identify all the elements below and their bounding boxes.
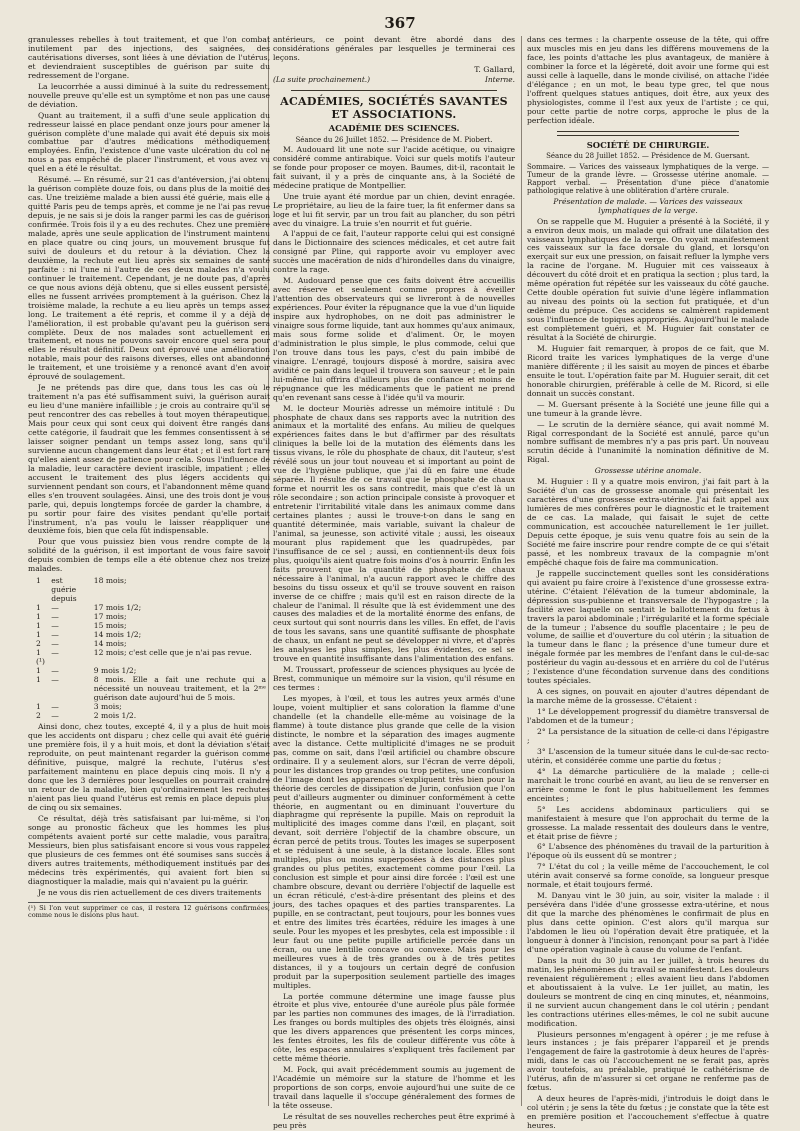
stat-label: — [51, 612, 59, 622]
heading: Grossesse utérine anomale. [594, 466, 702, 476]
stat-count: 1 [36, 612, 41, 622]
paragraph: 4° La démarche particulière de la malade ; celle-ci marchait le tronc courbé en avant, au lieu de se renverser en arrière comme le font le plus habituellement les femmes enceintes ; [527, 766, 769, 803]
paragraph: M. Troussart, professeur de sciences physiques au lycée de Brest, communique un mémoire sur la vision, qu'il résume en ces termes : [273, 665, 515, 693]
stat-duration: 14 mois 1/2; [93, 629, 142, 639]
paragraph: Je ne vous dis rien actuellement de ces divers traitements [38, 887, 262, 897]
table-row [36, 604, 270, 613]
table-row [36, 631, 270, 640]
stat-count: 2 [36, 710, 41, 720]
stat-count: 1 [36, 576, 41, 586]
society-title: SOCIÉTÉ DE CHIRURGIE. [586, 139, 710, 150]
stat-count: 1 [36, 701, 41, 711]
table-row [36, 613, 270, 622]
paragraph: 5° Les accidens abdominaux particuliers qui se manifestaient à mesure que l'on approchait du terme de la grossesse. La malade ressentait des douleurs dans le ventre, et était prise de fièvre ; [527, 804, 769, 841]
to-be-continued: (La suite prochainement.) [273, 75, 371, 85]
stat-count: 1 [36, 629, 41, 639]
stat-duration: 18 mois; [93, 576, 127, 586]
stat-label: — [51, 629, 59, 639]
paragraph: A ces signes, on pouvait en ajouter d'autres dépendant de la marche même de la grossesse. C'étaient : [527, 687, 769, 706]
stat-count: 1 [36, 665, 41, 675]
summary: Sommaire. — Varices des vaisseaux lymphatiques de la verge. — Tumeur de la grande lèvre. — Grossesse utérine anomale. — Rapport verbal. — Présentation d'une pièce d'anatomie pathologique relative à une oblitération d'artère crurale. [527, 162, 769, 196]
stat-duration: 9 mois 1/2; [93, 665, 137, 675]
stat-duration: 15 mois; [93, 621, 127, 630]
table-row [36, 649, 270, 667]
cure-duration-table [36, 577, 270, 720]
paragraph: M. Audouard pense que ces faits doivent être accueillis avec réserve et seulement comme propres à éveiller l'attention des observateurs qui se livreront à de nouvelles expériences. Pour éviter la répugnance que la vue d'un liquide inspire aux hydrophobes, on ne doit pas administrer le vinaigre sous forme liquide, tant aux hommes qu'aux animaux, mais sous forme solide et d'aliment. Or, le moyen d'administration le plus simple, le plus commode, celui que l'on trouve dans tous les pays, c'est du pain imbibé de vinaigre. L'enragé, toujours disposé à mordre, saisira avec avidité ce pain dans lequel il trouvera son sauveur ; et le pain lui-même lui offrira d'ailleurs plus de confiance et moins de répugnance que les médicaments que le patient ne prend qu'en revenant sans cesse à l'idée qu'il va mourir. [273, 276, 515, 402]
stat-count: 1 [36, 674, 41, 684]
stat-label: — [51, 647, 59, 657]
stat-duration: 17 mois; [93, 612, 127, 622]
divider [291, 90, 497, 91]
paragraph: M. Danyau vint le 30 juin, au soir, visiter la malade : il persévéra dans l'idée d'une grossesse extra-utérine, et nous dit que la marche des phénomènes le confirmait de plus en plus dans cette opinion. C'est alors qu'il marqua sur l'abdomen le lieu où l'opération devait être pratiquée, et la longueur à donner à l'incision, renonçant pour sa part à l'idée d'une opération vaginale à cause du volume de l'enfant. [527, 891, 769, 954]
author-signature: T. Gallard, [474, 64, 515, 74]
stat-label: — [51, 638, 59, 648]
table-row [36, 712, 270, 721]
divider [557, 131, 739, 136]
paragraph: — M. Guersant présente à la Société une jeune fille qui a une tumeur à la grande lèvre. [527, 399, 769, 418]
table-row [36, 703, 270, 712]
column-2 [273, 35, 515, 1130]
session-line: Séance du 26 Juillet 1852. — Présidence de M. Piobert. [295, 135, 493, 144]
author-role: Interne. [484, 75, 515, 85]
paragraph: Le résultat de ses nouvelles recherches peut être exprimé à peu près [273, 1111, 515, 1130]
page-number: 367 [384, 14, 416, 32]
stat-duration: 17 mois 1/2; [93, 603, 142, 613]
paragraph: 6° L'absence des phénomènes du travail de la parturition à l'époque où ils eussent dû se montrer ; [527, 842, 769, 861]
paragraph: Dans la nuit du 30 juin au 1er juillet, à trois heures du matin, les phénomènes du travail se manifestent. Les douleurs revenaient régulièrement ; elles avaient lieu dans l'abdomen et aboutissaient à la vulve. Le 1er juillet, au matin, les douleurs se montrent de cinq en cinq minutes, et, néanmoins, il ne survient aucun changement dans le col utérin ; pendant les contractions utérines elles-mêmes, le col ne subit aucune modification. [527, 955, 769, 1028]
paragraph: antérieurs, ce point devant être abordé dans des considérations générales par lesquelles je terminerai ces leçons. [273, 35, 515, 62]
paragraph: Ainsi donc, chez toutes, excepté 4, il y a plus de huit mois que les accidents ont disparu ; chez celle qui avait été guérie une première fois, il y a huit mois, et dont la déviation s'était reproduite, on peut maintenant regarder la guérison comme définitive, puisque, malgré la rechute, l'utérus s'est parfaitement maintenu en place depuis cinq mois. Il n'y a donc que les 3 dernières pour lesquelles on pourrait craindre un retour de la maladie, bien qu'ordinairement les rechutes n'aient pas lieu quand l'utérus est remis en place depuis plus de cinq ou six semaines. [28, 722, 270, 813]
paragraph: A l'appui de ce fait, l'auteur rapporte celui qui est consigné dans le Dictionnaire des sciences médicales, et cet autre fait consigné par Pline, qui rapporte avoir vu employer avec succès une macération de nids d'hirondelles dans du vinaigre, contre la rage. [273, 229, 515, 275]
paragraph: Je ne prétends pas dire que, dans tous les cas où le traitement n'a pas été suffisamment suivi, la guérison aurait eu lieu d'une manière infaillible ; je crois au contraire qu'il se peut rencontrer des cas rebelles à tout moyen thérapeutique. Mais pour ceux qui sont ceux qui doivent être rangés dans cette catégorie, il faudrait que les femmes consentissent à se laisser soigner pendant un temps assez long, sans qu'il survienne aucun changement dans leur état ; et il est fort rare qu'elles aient assez de patience pour cela. Sous l'influence de la maladie, leur caractère devient irascible, impatient ; elles accusent le traitement des plus légers accidents qui surviennent pendant son cours, et l'abandonnent même quand elles s'en trouvent soulagées. Ainsi, une des trois dont je vous parle, qui, depuis longtemps forcée de garder la chambre, a pu sortir pour faire des visites pendant qu'elle portait l'instrument, n'a pas voulu le laisser réappliquer une deuxième fois, bien que cela fût indispensable. [28, 383, 270, 536]
stat-label: est guérie depuis [51, 576, 77, 604]
stat-duration: 2 mois 1/2. [93, 710, 137, 720]
paragraph: 1° Le développement progressif du diamètre transversal de l'abdomen et de la tumeur ; [527, 707, 769, 726]
paragraph: On se rappelle que M. Huguier a présenté à la Société, il y a environ deux mois, un malade qui offrait une dilatation des vaisseaux lymphatiques de la verge. On voyait manifestement ces vaisseaux sur la face dorsale du gland, et lorsqu'on exerçait sur eux une pression, on faisait refluer la lymphe vers la racine de l'organe. M. Huguier mit ces vaisseaux à découvert du côté droit et en pratiqua la section ; plus tard, la même opération fut répétée sur les vaisseaux du côté gauche. Cette double opération fut suivie d'une légère inflammation au niveau des points où la section fut pratiquée, et d'un œdème du prépuce. Ces accidens se calmèrent rapidement sous l'influence de topiques appropriés. Aujourd'hui le malade est complètement guéri, et M. Huguier fait constater ce résultat à la Société de chirurgie. [527, 216, 769, 342]
stat-count: 2 [36, 638, 41, 648]
paragraph: granulesses rebelles à tout traitement, et que l'on combat inutilement par des injections, des saignées, des cautérisations diverses, sont liées à une déviation de l'utérus, et deviendraient susceptibles de guérison par suite du redressement de l'organe. [28, 35, 270, 80]
table-row [36, 676, 270, 703]
stat-count: 1 (¹) [36, 647, 45, 666]
paragraph: La portée commune détermine une image fausse plus étroite et plus vive, entourée d'une auréole plus pâle formée par les parties non communes des images, de là l'irradiation. Les franges ou bords multiples des objets très éloignés, ainsi que les divers apparences que présentent les corps minces, les fentes étroites, les fils de couleur différente vus côte à côte, les espaces annulaires s'expliquent très facilement par cette même théorie. [273, 991, 515, 1064]
paragraph: Une truie ayant été mordue par un chien, devint enragée. Le propriétaire, au lieu de la faire tuer, la fit enfermer dans sa loge et lui fit servir, par un trou fait au plancher, du son pétri avec du vinaigre. La truie s'en nourrit et fut guérie. [273, 191, 515, 228]
stat-label: — [51, 710, 59, 720]
signature-line [273, 76, 515, 85]
heading: Présentation de malade. — Varices des vaisseaux lymphatiques de la verge. [553, 196, 743, 215]
paragraph: Pour que vous puissiez bien vous rendre compte de la solidité de la guérison, il est important de vous faire savoir depuis combien de temps elle a été obtenue chez nos treize malades. [28, 537, 270, 574]
stat-duration: 14 mois; [93, 638, 127, 648]
subsection-title: ACADÉMIE DES SCIENCES. [328, 122, 460, 133]
stat-label: — [51, 665, 59, 675]
paragraph: 3° L'ascension de la tumeur située dans le cul-de-sac recto-utérin, et considérée comme une partie du fœtus ; [527, 746, 769, 765]
paragraph: 2° La persistance de la situation de celle-ci dans l'épigastre ; [527, 727, 769, 745]
paragraph: Résumé. — En résumé, sur 21 cas d'antéversion, j'ai obtenu la guérison complète douze fois, ou dans plus de la moitié des cas. Une treizième malade a bien aussi été guérie, mais elle a quitté Paris peu de temps après, et comme je ne l'ai pas revue depuis, je ne sais si je dois la ranger parmi les cas de guérison confirmée. Trois fois il y a eu des rechutes. Chez une première malade, après une seule application de l'instrument maintenu en place quatre ou cinq jours, un mouvement brusque fut suivi de douleurs et du retour à la déviation. Chez la deuxième, la rechute eut lieu après six semaines de santé parfaite : ni l'une ni l'autre de ces deux malades n'a voulu continuer le traitement. Cependant, je ne doute pas, d'après ce que nous avions déjà obtenu, que si elles eussent persisté, elles ne fussent arrivées promptement à la guérison. Chez la troisième malade, la rechute a eu lieu après un temps assez long. Le traitement a été repris, et comme il y a déjà de l'amélioration, il est probable qu'avant peu la guérison sera complète. Deux de nos malades sont actuellement en traitement, et nous ne pouvons savoir encore quel sera pour elles le résultat définitif. Deux ont éprouvé une amélioration notable, mais pour des raisons diverses, elles ont abandonné le traitement, et une troisième y a renoncé avant d'en avoir éprouvé de soulagement. [28, 175, 270, 382]
stat-duration: 12 mois; c'est celle que je n'ai pas revue. [93, 647, 252, 657]
paragraph: 7° L'état du col ; la veille même de l'accouchement, le col utérin avait conservé sa forme conoïde, sa longueur presque normale, et était toujours fermé. [527, 862, 769, 890]
paragraph: M. le docteur Mouriès adresse un mémoire intitulé : Du phosphate de chaux dans ses rapports avec la nutrition des animaux et la mortalité des enfans. Au milieu de quelques expériences faites dans le but d'affirmer par des résultats cliniques la belle loi de la mutation des éléments dans les tissus vivans, le rôle du phosphate de chaux, dit l'auteur, s'est révélé sous un jour tout nouveau et si important au point de vue de l'hygiène publique, que j'ai dû en faire une étude séparée. Il résulte de ce travail que le phosphate de chaux forme et nourrit les os sans contredit, mais que c'est là un rôle secondaire ; son action principale consiste à provoquer et entretenir l'irritabilité vitale dans les animaux comme dans certaines plantes ; aussi le trouve-t-on dans le sang en quantité déterminée, mais variable, suivant la chaleur de l'animal, sa jeunesse, son activité vitale ; aussi, les oiseaux mourant plus rapidement que les quadrupèdes, par l'insuffisance de ce sel ; aussi, en contiennent-ils deux fois plus, quoiqu'ils aient quatre fois moins d'os à nourrir. Enfin les faits prouvent que la quantité de phosphate de chaux nécessaire à l'animal, n'a aucun rapport avec le chiffre des besoins du tissu osseux et qu'il se trouve souvent en raison inverse de ce chiffre ; mais qu'il est en raison directe de la chaleur de l'animal. Il résulte que là est évidemment une des causes des maladies et de la mortalité énorme des enfans, de ceux surtout qui sont nourris dans les villes. En effet, de l'avis de tous les savans, sans une quantité suffisante de phosphate de chaux, un enfant ne peut se développer ni vivre, et d'après les analyses les plus simples, les plus évidentes, ce sel se trouve en quantité insuffisante dans l'alimentation des enfans. [273, 403, 515, 664]
stat-label: — [51, 701, 59, 711]
column-3 [527, 35, 769, 1131]
section-title: ACADÉMIES, SOCIÉTÉS SAVANTES ET ASSOCIATIONS. [280, 94, 508, 121]
paragraph: Quant au traitement, il a suffi d'une seule application du redresseur laissé en place pendant onze jours pour amener la guérison complète d'une malade qui avait été depuis six mois combattue par d'autres médications méthodiquement employées. Enfin, l'existence d'une vaste ulcération du col ne nous a pas empêché de placer l'instrument, et vous avez vu quel en a été le résultat. [28, 110, 270, 174]
paragraph: Ce résultat, déjà très satisfaisant par lui-même, si l'on songe au pronostic fâcheux que les hommes les plus compétents avaient porté sur cette maladie, vous paraîtra, Messieurs, bien plus satisfaisant encore si vous vous rappelez que plusieurs de ces femmes ont été soumises sans succès à divers autres traitements, méthodiquement institués par des médecins très expérimentés, qui avaient fort bien su diagnostiquer la maladie, mais qui n'avaient pu la guérir. [28, 814, 270, 886]
stat-label: — [51, 621, 59, 630]
stat-count: 1 [36, 603, 41, 613]
stat-duration: 8 mois. Elle a fait une rechute qui a nécessité un nouveau traitement, et la 2ᵐᵉ guérison date aujourd'hui de 5 mois. [93, 674, 266, 702]
paragraph: dans ces termes : la charpente osseuse de la tête, qui offre aux muscles mis en jeu dans les différens mouvemens de la face, les points d'attache les plus avantageux, de manière à combiner la force et la légèreté, doit avoir une forme qui est aussi celle à laquelle, dans le monde civilisé, on attache l'idée d'élégance ; en un mot, le beau type grec, tel que nous l'offrent quelques statues antiques, doit être, aux yeux des physiologistes, comme il l'est aux yeux de l'artiste ; ce qui, pour cette partie de notre corps, approche le plus de la perfection idéale. [527, 35, 769, 125]
table-row [36, 622, 270, 631]
stat-count: 1 [36, 621, 41, 630]
paragraph: A deux heures de l'après-midi, j'introduis le doigt dans le col utérin ; je sens la tête du fœtus ; je constate que la tête est en première position et l'accouchement s'effectue à quatre heures. [527, 1094, 769, 1131]
footnote: (¹) Si l'on veut supprimer ce cas, il restera 12 guérisons confirmées, comme nous le disions plus haut. [28, 903, 270, 920]
stat-duration: 3 mois; [93, 701, 122, 711]
stat-label: — [51, 603, 59, 613]
paragraph: Plusieurs personnes m'engagent à opérer ; je me refuse à leurs instances ; je fais préparer l'appareil et je prends l'engagement de faire la gastrotomie à deux heures de l'après-midi, dans le cas où l'accouchement ne se ferait pas, après avoir toutefois, au préalable, pratiqué le cathétérisme de l'utérus, afin de m'assurer si cet organe ne renferme pas de fœtus. [527, 1029, 769, 1093]
paragraph: — Le scrutin de la dernière séance, qui avait nommé M. Rigal correspondant de la Société est annulé, parce qu'un nombre suffisant de membres n'y a pas pris part. Un nouveau scrutin décide à l'unanimité la nomination définitive de M. Rigal. [527, 419, 769, 465]
paragraph: M. Huguier fait remarquer, à propos de ce fait, que M. Ricord traite les varices lymphatiques de la verge d'une manière différente ; il les saisit au moyen de pinces et ébarbe ensuite le tout. L'opération faite par M. Huguier serait, dit cet honorable chirurgien, préférable à celle de M. Ricord, si elle donnait un succès constant. [527, 343, 769, 398]
paragraph: M. Audouard lit une note sur l'acide acétique, ou vinaigre considéré comme antirabique. Voici sur quels motifs l'auteur se fonde pour proposer ce moyen. Baumes, dit-il, racontait le fait suivant, il y a près de cinquante ans, à la Société de médecine pratique de Montpellier. [273, 144, 515, 190]
paragraph: La leucorrhée a aussi diminué à la suite du redressement, nouvelle preuve qu'elle est un symptôme et non pas une cause de déviation. [28, 81, 270, 109]
stat-label: — [51, 674, 59, 684]
paragraph: M. Huguier : Il y a quatre mois environ, j'ai fait part à la Société d'un cas de grossesse anomale qui présentait les caractères d'une grossesse extra-utérine. J'ai fait appel aux lumières de mes confrères pour le diagnostic et le traitement de ce cas. La malade, qui faisait le sujet de cette communication, est accouchée naturellement le 1er juillet. Depuis cette époque, je suis venu quatre fois au sein de la Société me faire inscrire pour rendre compte de ce qui s'était passé, et les nombreux travaux de la compagnie m'ont empêché chaque fois de faire ma communication. [527, 477, 769, 567]
session-line: Séance du 28 Juillet 1852. — Présidence de M. Guersant. [546, 152, 750, 161]
paragraph: Les myopes, à l'œil, et tous les autres yeux armés d'une loupe, voient multiplier et sans coloration la flamme d'une chandelle (et la chandelle elle-même au voisinage de la flamme) à toute distance plus grande que celle de la vision distincte, le nombre et la séparation des images augmente avec la distance. Cette multiplicité d'images ne se produit pas, comme on sait, dans l'œil artificiel ou chambre obscure ordinaire. Il y a seulement alors, sur l'écran de verre dépoli, pour les distances trop grandes ou trop petites, une confusion de l'image dont les apparences s'expliquent très bien pour la théorie des cercles de dissipation de Jurin, confusion que l'on peut d'ailleurs augmenter ou diminuer conformément à cette théorie, en augmentant ou en diminuant l'ouverture du diaphragme qui représente la pupille. Mais on reproduit la multiplicité des images comme dans l'œil, en plaçant, soit devant, soit derrière l'objectif de la chambre obscure, un écran percé de petits trous. Toutes les images se superposent et se réduisent à une seule, à la distance locale. Elles sont multiples, plus ou moins superposées à des distances plus grandes ou plus petites, exactement comme pour l'œil. La conclusion est simple et pour ainsi dire forcée : l'œil est une chambre obscure, devant ou derrière l'objectif de laquelle est un écran réticulé, c'est-à-dire présentant des pleins et des jours, des taches opaques et des parties transparentes. La pupille, en se contractant, peut toujours, pour les bonnes vues et entre des limites très écartées, réduire les images à une seule. Pour les myopes et les presbytes, cela est impossible : il leur faut ou une petite pupille artificielle percée dans un écran, ou une lentille concave ou convexe. Mais pour les meilleures vues à de très grandes ou à de très petites distances, il y a toujours un certain degré de confusion produit par la superposition seulement partielle des images multiples. [273, 694, 515, 990]
column-1 [28, 36, 270, 1114]
column-rule-right [521, 36, 522, 1106]
table-row [36, 577, 270, 604]
paragraph: M. Fock, qui avait précédemment soumis au jugement de l'Académie un mémoire sur la stature de l'homme et les proportions de son corps, envoie aujourd'hui une suite de ce travail dans laquelle il s'occupe généralement des formes de la tête osseuse. [273, 1065, 515, 1110]
paragraph: Je rappelle succinctement quelles sont les considérations qui avaient pu faire croire à l'existence d'une grossesse extra-utérine. C'étaient l'élévation de la tumeur abdominale, la dépression sus-pubienne et transversale de l'hypogastre ; la facilité avec laquelle on sentait le ballottement du fœtus à travers la paroi abdominale ; l'irrégularité et la forme spéciale de la tumeur ; l'absence du souffle placentaire ; le peu de volume, de saillie et d'ouverture du col utérin ; la situation de la tumeur dans le flanc ; la présence d'une tumeur dure et inégale formée par les membres de l'enfant dans le cul-de-sac postérieur du vagin au-dessous et en arrière du col de l'utérus ; l'existence d'une fécondation survenue dans des conditions toutes spéciales. [527, 568, 769, 686]
